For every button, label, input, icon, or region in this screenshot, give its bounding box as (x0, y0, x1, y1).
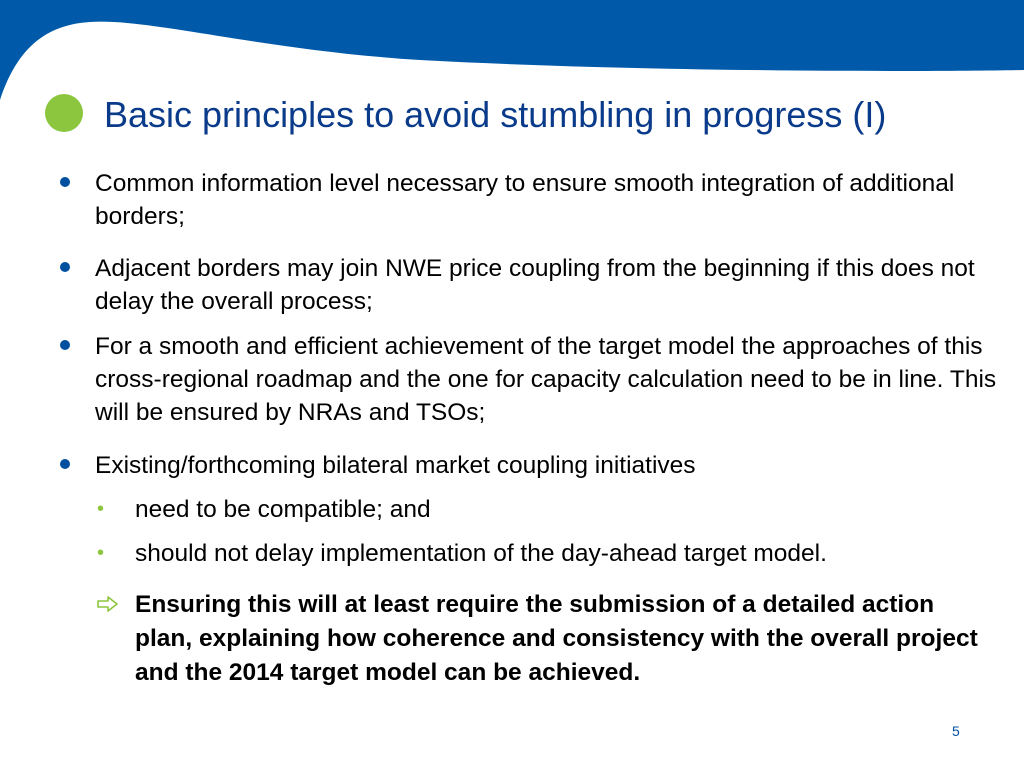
green-small-dot-icon: • (97, 542, 105, 564)
outlined-right-arrow-icon (97, 596, 119, 612)
page-number: 5 (952, 723, 960, 739)
conclusion-text: Ensuring this will at least require the submission of a detailed action plan, explaining how coherence and consistency with the overall project and the 2014 target model can be achieved. (135, 591, 978, 686)
green-small-dot-icon: • (97, 498, 105, 520)
green-circle-icon (45, 94, 83, 132)
slide-title: Basic principles to avoid stumbling in progress (I) (104, 94, 887, 135)
blue-dot-icon (60, 262, 70, 272)
bullet-text: Existing/forthcoming bilateral market coupling initiatives (95, 452, 696, 479)
bullet-text: For a smooth and efficient achievement of the target model the approaches of this cross-regional roadmap and the one for capacity calculation need to be in line. This will be ensured by NRAs and TSOs; (95, 333, 997, 426)
bullet-text: Common information level necessary to ensure smooth integration of additional borders; (95, 170, 955, 230)
header-wave-shape (0, 0, 1024, 100)
blue-dot-icon (60, 459, 70, 469)
blue-dot-icon (60, 340, 70, 350)
bullet-text: Adjacent borders may join NWE price coupling from the beginning if this does not delay the overall process; (95, 255, 975, 315)
blue-dot-icon (60, 177, 70, 187)
sub-bullet-text: should not delay implementation of the day-ahead target model. (135, 540, 827, 567)
sub-bullet-text: need to be compatible; and (135, 496, 431, 523)
